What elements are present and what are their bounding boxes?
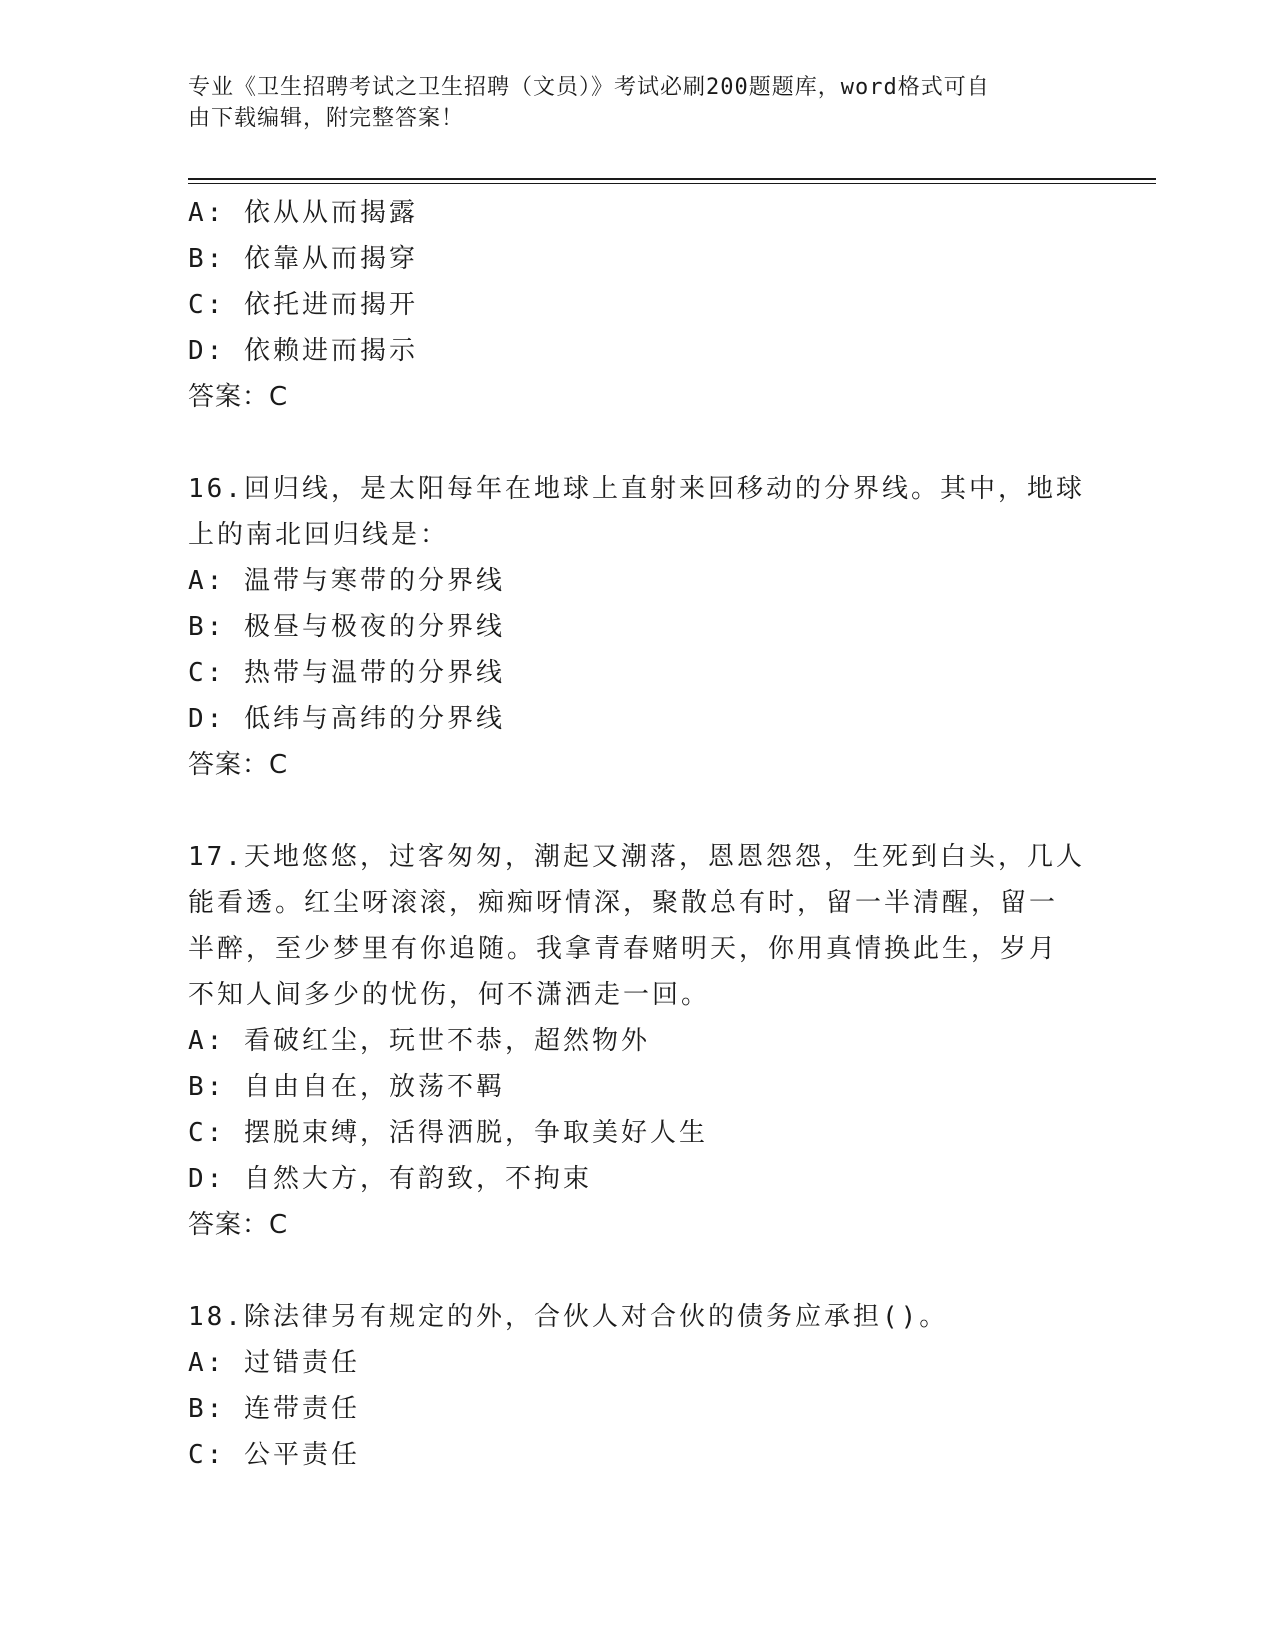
option-d: D: 低纬与高纬的分界线 — [188, 704, 505, 734]
option-b: B: 极昼与极夜的分界线 — [188, 612, 505, 642]
question-stem-line: 16.回归线，是太阳每年在地球上直射来回移动的分界线。其中，地球 — [188, 474, 1085, 504]
answer: 答案：C — [188, 750, 289, 780]
question-list — [188, 190, 1088, 1478]
option-a: A: 过错责任 — [188, 1348, 360, 1378]
option-c: C: 热带与温带的分界线 — [188, 658, 505, 688]
document-header — [188, 72, 1068, 134]
option-b: B: 依靠从而揭穿 — [188, 244, 418, 274]
question-stem-line: 上的南北回归线是： — [188, 520, 450, 550]
option-d: D: 自然大方，有韵致，不拘束 — [188, 1164, 592, 1194]
option-c: C: 摆脱束缚，活得洒脱，争取美好人生 — [188, 1118, 708, 1148]
question-stem-line: 18.除法律另有规定的外，合伙人对合伙的债务应承担()。 — [188, 1302, 949, 1332]
option-a: A: 依从从而揭露 — [188, 198, 418, 228]
header-divider-thin — [188, 183, 1156, 184]
question-18 — [188, 1294, 1088, 1478]
question-stem-line: 不知人间多少的忧伤，何不潇洒走一回。 — [188, 980, 711, 1010]
answer: 答案：C — [188, 1210, 289, 1240]
question-16 — [188, 466, 1088, 788]
option-a: A: 看破红尘，玩世不恭，超然物外 — [188, 1026, 650, 1056]
option-b: B: 连带责任 — [188, 1394, 360, 1424]
option-a: A: 温带与寒带的分界线 — [188, 566, 505, 596]
option-d: D: 依赖进而揭示 — [188, 336, 418, 366]
header-title-line-2: 由下载编辑，附完整答案！ — [188, 106, 465, 131]
option-c: C: 依托进而揭开 — [188, 290, 418, 320]
question-stem-line: 能看透。红尘呀滚滚，痴痴呀情深，聚散总有时，留一半清醒，留一 — [188, 888, 1059, 918]
option-b: B: 自由自在，放荡不羁 — [188, 1072, 505, 1102]
header-divider-thick — [188, 178, 1156, 180]
option-c: C: 公平责任 — [188, 1440, 360, 1470]
answer: 答案：C — [188, 382, 289, 412]
header-title-line-1: 专业《卫生招聘考试之卫生招聘（文员）》考试必刷200题题库，word格式可自 — [188, 75, 990, 100]
question-17 — [188, 834, 1088, 1248]
question-stem-line: 17.天地悠悠，过客匆匆，潮起又潮落，恩恩怨怨，生死到白头，几人 — [188, 842, 1085, 872]
question-15 — [188, 190, 1088, 420]
question-stem-line: 半醉，至少梦里有你追随。我拿青春赌明天，你用真情换此生，岁月 — [188, 934, 1059, 964]
